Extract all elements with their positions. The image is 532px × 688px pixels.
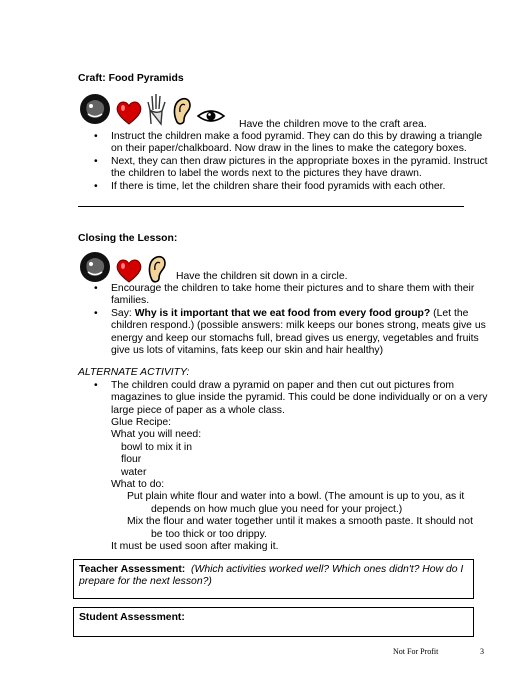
head-icon bbox=[78, 92, 112, 131]
eye-icon bbox=[196, 106, 226, 131]
bullet-icon: • bbox=[94, 155, 98, 167]
key-question: Why is it important that we eat food from every food group? bbox=[134, 307, 431, 319]
list-item: • Say: Why is it important that we eat food from every food group? (Let the children respond.) (possible answers: milk keeps our bones strong, meats give us energy and keep our stomachs full, bread gives us energy, vegetables and fruits give us lots of vitamins, fats keep our skin and hair healthy) bbox=[94, 307, 486, 357]
todo-title: What to do: bbox=[111, 479, 165, 491]
alternate-heading: ALTERNATE ACTIVITY: bbox=[78, 367, 190, 378]
bullet-icon: • bbox=[94, 283, 98, 294]
need-title: What you will need: bbox=[111, 429, 202, 441]
closing-intro: Have the children sit down in a circle. bbox=[176, 271, 348, 282]
list-item: • If there is time, let the children share their food pyramids with each other. bbox=[94, 180, 446, 192]
list-item: • Encourage the children to take home their pictures and to share them with their families. bbox=[94, 283, 475, 307]
glue-recipe bbox=[111, 417, 481, 553]
craft-icon-row bbox=[78, 92, 226, 131]
teacher-assessment-prompt: (Which activities worked well? Which ones didn't? How do I prepare for the next lesson?) bbox=[79, 564, 464, 588]
need-item: bowl to mix it in bbox=[121, 441, 193, 453]
footer-note: Not For Profit bbox=[393, 647, 439, 656]
bullet-icon: • bbox=[94, 180, 98, 192]
ear-icon bbox=[171, 96, 193, 131]
hand-icon bbox=[146, 92, 168, 131]
recipe-step: Put plain white flour and water into a bowl. (The amount is up to you, as it depends on how much glue you need for your project.) bbox=[127, 491, 465, 515]
bullet-icon: • bbox=[94, 307, 98, 319]
student-assessment-label: Student Assessment: bbox=[79, 612, 185, 623]
heart-icon bbox=[115, 100, 143, 131]
teacher-assessment-label: Teacher Assessment: bbox=[79, 564, 186, 575]
student-assessment-box[interactable] bbox=[73, 607, 474, 637]
closing-note: It must be used soon after making it. bbox=[111, 541, 279, 553]
closing-bullet-list bbox=[83, 283, 488, 357]
page-number: 3 bbox=[480, 647, 484, 656]
need-item: flour bbox=[121, 454, 142, 466]
glue-recipe-title: Glue Recipe: bbox=[111, 417, 172, 428]
craft-intro: Have the children move to the craft area. bbox=[239, 119, 427, 130]
list-item: • The children could draw a pyramid on paper and then cut out pictures from magazines to glue inside the pyramid. This could be done individually or on a very large piece of paper as a whole class. bbox=[94, 380, 488, 416]
closing-heading: Closing the Lesson: bbox=[78, 233, 178, 244]
craft-bullet-list bbox=[83, 131, 488, 193]
bullet-icon: • bbox=[94, 131, 98, 142]
bullet-icon: • bbox=[94, 380, 98, 391]
need-item: water bbox=[121, 466, 147, 478]
section-divider bbox=[78, 206, 464, 207]
craft-heading: Craft: Food Pyramids bbox=[78, 73, 184, 84]
recipe-step: Mix the flour and water together until it makes a smooth paste. It should not be too thick or too drippy. bbox=[127, 516, 473, 540]
teacher-assessment-box[interactable] bbox=[73, 559, 474, 599]
list-item: • Next, they can then draw pictures in the appropriate boxes in the pyramid. Instruct the children to label the words next to the pictures they have drawn. bbox=[94, 155, 488, 180]
list-item: • Instruct the children make a food pyramid. They can do this by drawing a triangle on their paper/chalkboard. Now draw in the lines to make the category boxes. bbox=[94, 131, 483, 155]
alternate-bullet-list bbox=[83, 380, 488, 417]
